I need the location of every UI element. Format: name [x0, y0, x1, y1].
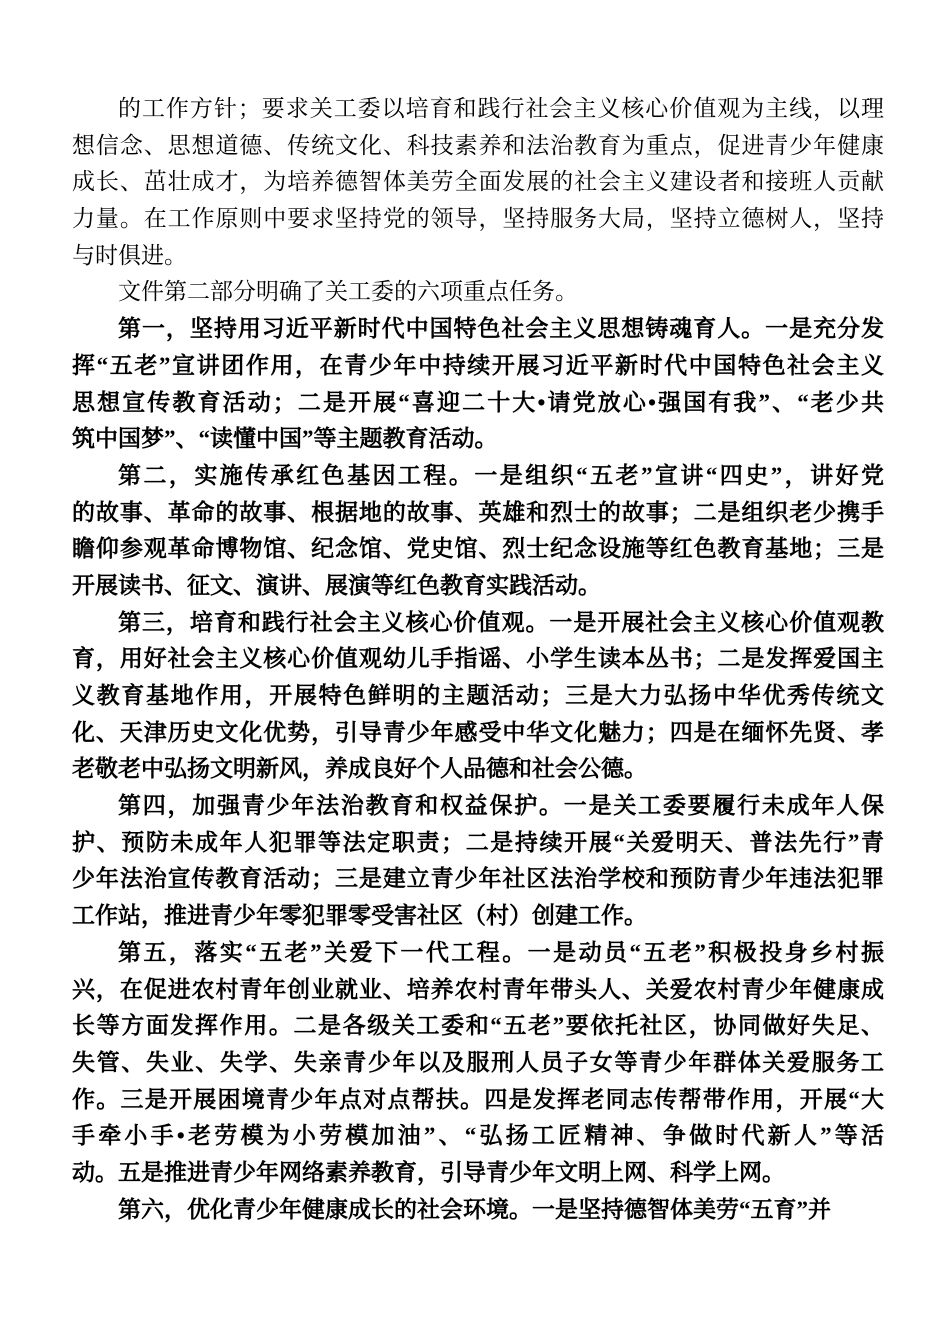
- text-line: 挥“五老”宣讲团作用，在青少年中持续开展习近平新时代中国特色社会主义: [72, 352, 884, 378]
- text-line: 少年法治宣传教育活动；三是建立青少年社区法治学校和预防青少年违法犯罪: [72, 866, 884, 892]
- text-line: 长等方面发挥作用。二是各级关工委和“五老”要依托社区，协同做好失足、: [72, 1013, 884, 1039]
- text-line: 开展读书、征文、演讲、展演等红色教育实践活动。: [72, 572, 601, 598]
- paragraph-3: [72, 311, 884, 458]
- text-line: 第四，加强青少年法治教育和权益保护。一是关工委要履行未成年人保: [118, 793, 884, 819]
- text-line: 力量。在工作原则中要求坚持党的领导，坚持服务大局，坚持立德树人，坚持: [72, 206, 884, 232]
- paragraph-5: [72, 605, 884, 788]
- text-line: 手牵小手•老劳模为小劳模加油”、“弘扬工匠精神、争做时代新人”等活: [72, 1123, 884, 1149]
- text-line: 兴，在促进农村青年创业就业、培养农村青年带头人、关爱农村青少年健康成: [72, 976, 884, 1002]
- text-line: 义教育基地作用，开展特色鲜明的主题活动；三是大力弘扬中华优秀传统文: [72, 683, 884, 708]
- text-line: 护、预防未成年人犯罪等法定职责；二是持续开展“关爱明天、普法先行”青: [72, 829, 884, 855]
- text-line: 第五，落实“五老”关爱下一代工程。一是动员“五老”积极投身乡村振: [118, 939, 884, 965]
- document-page: [72, 91, 884, 1228]
- text-line: 想信念、思想道德、传统文化、科技素养和法治教育为重点，促进青少年健康: [72, 132, 884, 158]
- text-line: 的工作方针；要求关工委以培育和践行社会主义核心价值观为主线，以理: [118, 96, 884, 121]
- paragraph-1: [72, 91, 884, 274]
- text-line: 成长、茁壮成才，为培养德智体美劳全面发展的社会主义建设者和接班人贡献: [72, 169, 884, 195]
- text-line: 瞻仰参观革命博物馆、纪念馆、党史馆、烈士纪念设施等红色教育基地；三是: [72, 536, 884, 562]
- text-line: 作。三是开展困境青少年点对点帮扶。四是发挥老同志传帮带作用，开展“大: [72, 1086, 884, 1112]
- text-line: 动。五是推进青少年网络素养教育，引导青少年文明上网、科学上网。: [72, 1159, 785, 1185]
- text-line: 老敬老中弘扬文明新风，养成良好个人品德和社会公德。: [72, 756, 647, 782]
- text-line: 第一，坚持用习近平新时代中国特色社会主义思想铸魂育人。一是充分发: [118, 316, 884, 342]
- text-line: 与时俱进。: [72, 242, 187, 268]
- text-line: 第二，实施传承红色基因工程。一是组织“五老”宣讲“四史”，讲好党: [118, 462, 884, 488]
- text-line: 化、天津历史文化优势，引导青少年感受中华文化魅力；四是在缅怀先贤、孝: [72, 719, 884, 745]
- paragraph-4: [72, 458, 884, 605]
- text-line: 第六，优化青少年健康成长的社会环境。一是坚持德智体美劳“五育”并: [118, 1196, 831, 1222]
- text-line: 筑中国梦”、“读懂中国”等主题教育活动。: [72, 426, 498, 452]
- paragraph-8: [72, 1192, 884, 1229]
- text-line: 的故事、革命的故事、根据地的故事、英雄和烈士的故事；二是组织老少携手: [72, 499, 884, 525]
- text-line: 第三，培育和践行社会主义核心价值观。一是开展社会主义核心价值观教: [118, 609, 884, 635]
- text-line: 文件第二部分明确了关工委的六项重点任务。: [118, 279, 578, 305]
- text-line: 育，用好社会主义核心价值观幼儿手指谣、小学生读本丛书；二是发挥爱国主: [72, 646, 884, 672]
- text-line: 工作站，推进青少年零犯罪零受害社区（村）创建工作。: [72, 903, 647, 929]
- text-line: 失管、失业、失学、失亲青少年以及服刑人员子女等青少年群体关爱服务工: [72, 1049, 884, 1075]
- paragraph-7: [72, 935, 884, 1192]
- text-line: 思想宣传教育活动；二是开展“喜迎二十大•请党放心•强国有我”、“老少共: [72, 389, 884, 415]
- paragraph-6: [72, 788, 884, 935]
- paragraph-2: [72, 274, 884, 311]
